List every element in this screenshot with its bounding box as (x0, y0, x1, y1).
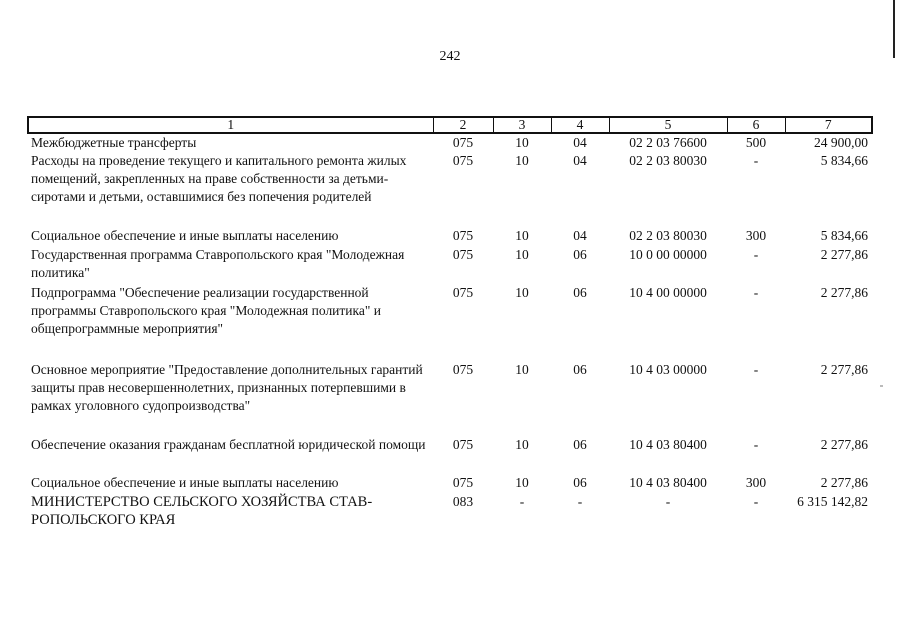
row-col-7: 24 900,00 (814, 135, 868, 150)
header-col-2: 2 (433, 117, 493, 133)
header-col-5: 5 (609, 117, 727, 133)
row-col-7: 2 277,86 (820, 285, 868, 300)
header-col-1: 1 (28, 117, 433, 133)
row-col-7: 5 834,66 (820, 228, 868, 243)
row-name: Социальное обеспечение и иные выплаты населению (31, 228, 339, 243)
row-col-4: 04 (573, 228, 587, 243)
row-col-4: - (577, 494, 583, 509)
page-number: 242 (439, 49, 461, 64)
header-col-3: 3 (493, 117, 551, 133)
row-col-5: 02 2 03 80030 (629, 228, 707, 243)
row-col-2: 075 (452, 285, 474, 300)
row-col-5: 10 4 03 00000 (629, 362, 707, 377)
scan-edge-mark (893, 0, 895, 58)
row-col-7: 2 277,86 (820, 437, 868, 452)
row-col-5: - (665, 494, 671, 509)
row-col-6: - (753, 437, 759, 452)
row-name: Расходы на проведение текущего и капитального ремонта жилых помещений, закрепленных на праве собственности за детьми-сиротами и детьми, оставшимися без попечения родителей (31, 153, 407, 204)
row-col-5: 10 4 03 80400 (629, 475, 707, 490)
row-col-3: 10 (515, 285, 529, 300)
table-row (28, 361, 872, 436)
header-row (28, 117, 872, 133)
row-col-2: 075 (452, 437, 474, 452)
row-col-6: - (753, 362, 759, 377)
row-col-7: 6 315 142,82 (797, 494, 868, 509)
table-row (28, 227, 872, 246)
row-col-5: 02 2 03 80030 (629, 153, 707, 168)
row-name: МИНИСТЕРСТВО СЕЛЬСКОГО ХОЗЯЙСТВА СТАВ-РОПОЛЬСКОГО КРАЯ (31, 494, 373, 528)
row-col-7: 5 834,66 (820, 153, 868, 168)
row-col-3: 10 (515, 362, 529, 377)
budget-table (27, 116, 873, 531)
row-col-2: 075 (452, 135, 474, 150)
row-col-5: 02 2 03 76600 (629, 135, 707, 150)
row-col-6: 300 (745, 475, 767, 490)
row-col-2: 075 (452, 153, 474, 168)
row-col-2: 075 (452, 247, 474, 262)
row-col-3: 10 (515, 135, 529, 150)
header-col-4: 4 (551, 117, 609, 133)
table-row (28, 133, 872, 152)
table-row (28, 152, 872, 227)
table-header (28, 117, 872, 133)
row-col-6: - (753, 153, 759, 168)
row-name: Основное мероприятие "Предоставление дополнительных гарантий защиты прав несовершеннолетних, признанных потерпевшими в рамках уголовного судопроизводства" (31, 362, 423, 413)
row-col-5: 10 0 00 00000 (629, 247, 707, 262)
row-col-4: 04 (573, 135, 587, 150)
row-col-2: 075 (452, 362, 474, 377)
row-col-2: 083 (452, 494, 474, 509)
row-name: Государственная программа Ставропольского края "Молодежная политика" (31, 247, 405, 280)
header-col-6: 6 (727, 117, 785, 133)
table-row (28, 493, 872, 531)
row-col-7: 2 277,86 (820, 475, 868, 490)
row-col-2: 075 (452, 475, 474, 490)
row-col-3: 10 (515, 437, 529, 452)
row-col-6: 300 (745, 228, 767, 243)
row-col-7: 2 277,86 (820, 247, 868, 262)
row-col-4: 04 (573, 153, 587, 168)
row-col-3: 10 (515, 153, 529, 168)
row-col-4: 06 (573, 247, 587, 262)
header-col-7: 7 (785, 117, 872, 133)
row-col-3: 10 (515, 247, 529, 262)
row-name: Обеспечение оказания гражданам бесплатной юридической помощи (31, 437, 426, 452)
row-col-3: 10 (515, 228, 529, 243)
table-body (28, 133, 872, 531)
row-col-6: 500 (745, 135, 767, 150)
table-row (28, 436, 872, 474)
row-col-7: 2 277,86 (820, 362, 868, 377)
row-col-6: - (753, 285, 759, 300)
row-col-4: 06 (573, 362, 587, 377)
scan-dot-mark (880, 385, 883, 387)
row-col-4: 06 (573, 285, 587, 300)
row-col-5: 10 4 03 80400 (629, 437, 707, 452)
table-row (28, 474, 872, 493)
table-row (28, 284, 872, 361)
row-col-6: - (753, 494, 759, 509)
row-col-3: - (519, 494, 525, 509)
row-col-4: 06 (573, 437, 587, 452)
row-col-2: 075 (452, 228, 474, 243)
row-name: Подпрограмма "Обеспечение реализации государственной программы Ставропольского края "Молодежная политика" и общепрограммные мероприятия" (31, 285, 381, 336)
table-row (28, 246, 872, 284)
row-name: Межбюджетные трансферты (31, 135, 197, 150)
row-col-3: 10 (515, 475, 529, 490)
row-col-6: - (753, 247, 759, 262)
row-col-5: 10 4 00 00000 (629, 285, 707, 300)
row-col-4: 06 (573, 475, 587, 490)
row-name: Социальное обеспечение и иные выплаты населению (31, 475, 339, 490)
